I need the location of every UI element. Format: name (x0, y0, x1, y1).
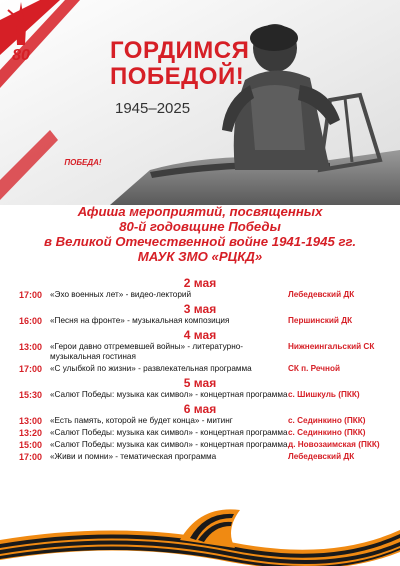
day-heading: 4 мая (183, 328, 217, 342)
event-venue: с. Шишкуль (ПКК) (288, 390, 360, 399)
event-row (0, 390, 400, 400)
event-row (0, 452, 400, 462)
event-description: «Салют Победы: музыка как символ» - концертная программа (50, 428, 288, 437)
event-row (0, 416, 400, 426)
anniversary-years: 1945–2025 (115, 100, 191, 117)
headline-line-1: ГОРДИМСЯ (110, 37, 250, 64)
event-venue: с. Сединкино (ПКК) (288, 416, 366, 425)
day-heading: 5 мая (183, 376, 217, 390)
event-description: «Песня на фронте» - музыкальная композиция (50, 316, 230, 325)
event-venue: д. Новозаимская (ПКК) (288, 440, 380, 449)
event-time: 16:00 (18, 316, 42, 326)
event-time: 17:00 (18, 290, 42, 300)
event-description: «Живи и помни» - тематическая программа (50, 452, 217, 461)
title-line-3: в Великой Отечественной войне 1941-1945 гг. (43, 234, 357, 249)
day-heading: 2 мая (183, 276, 217, 290)
emblem-number: 80 (12, 47, 30, 64)
event-schedule (0, 276, 400, 464)
banner-artwork (0, 0, 400, 205)
event-venue: Нижнеингальский СК (288, 342, 375, 351)
event-time: 13:00 (18, 342, 42, 352)
event-row (0, 428, 400, 438)
event-venue: с. Сединкино (ПКК) (288, 428, 366, 437)
event-venue: Лебедевский ДК (288, 290, 355, 299)
banner-headline (110, 38, 249, 90)
event-venue: СК п. Речной (288, 364, 341, 373)
event-description: «Эхо военных лет» - видео-лекторий (50, 290, 192, 299)
event-description: «Салют Победы: музыка как символ» - концертная программа (50, 390, 288, 399)
event-row (0, 290, 400, 300)
poster-title (0, 204, 400, 264)
event-row (0, 364, 400, 374)
title-line-1: Афиша мероприятий, посвященных (77, 204, 323, 219)
event-row (0, 342, 400, 362)
day-heading: 6 мая (183, 402, 217, 416)
event-time: 13:20 (18, 428, 42, 438)
event-time: 15:00 (18, 440, 42, 450)
event-time: 17:00 (18, 364, 42, 374)
headline-line-2: ПОБЕДОЙ! (110, 63, 245, 90)
title-line-2: 80-й годовщине Победы (119, 219, 281, 234)
event-time: 17:00 (18, 452, 42, 462)
day-heading: 3 мая (183, 302, 217, 316)
event-description: «Салют Победы: музыка как символ» - концертная программа (50, 440, 288, 449)
emblem-caption: ПОБЕДА! (64, 158, 102, 167)
victory-80-emblem-icon (0, 0, 42, 70)
event-time: 13:00 (18, 416, 42, 426)
event-description: «Герои давно отгремевшей войны» - литературно-музыкальная гостиная (50, 342, 244, 361)
event-venue: Лебедевский ДК (288, 452, 355, 461)
event-time: 15:30 (18, 390, 42, 400)
event-row (0, 440, 400, 450)
st-george-ribbon-icon (0, 500, 400, 566)
title-line-4: МАУК ЗМО «РЦКД» (137, 249, 263, 264)
event-venue: Першинский ДК (288, 316, 353, 325)
event-description: «С улыбкой по жизни» - развлекательная программа (50, 364, 252, 373)
event-description: «Есть память, которой не будет конца» - митинг (50, 416, 233, 425)
event-row (0, 316, 400, 326)
hero-banner (0, 0, 400, 205)
